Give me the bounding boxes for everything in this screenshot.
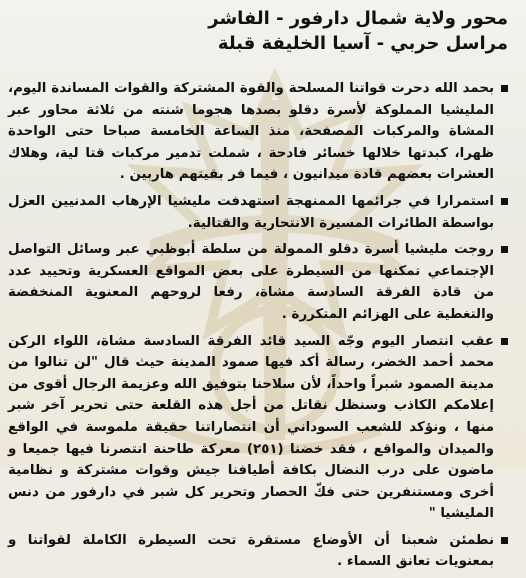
- list-item: [8, 78, 508, 186]
- paragraph-text: نطمئن شعبنا أن الأوضاع مستقرة تحت السيطرة الكاملة لقواتنا و بمعنويات تعانق السماء .: [8, 532, 494, 570]
- bullet-square-icon: [501, 246, 508, 253]
- document-content: [8, 6, 508, 578]
- header-title-line-1: محور ولاية شمال دارفور - الفاشر: [208, 8, 508, 29]
- list-item: [8, 239, 508, 325]
- paragraph-text: بحمد الله دحرت قواتنا المسلحة والقوة المشتركة والقوات المساندة اليوم، المليشيا المملوكة لأسرة دقلو بصدها هجوما شنته من ثلاثة محاور عبر المشاة والمركبات المصفحة، منذ الساعة الخامسة صباحا حتى الواحدة ظهرا، كبدتها خلالها خسائر فادحة ، شملت تدمير مركبات قتا لية، وهلاك العشرات بعضهم قادة ميدانيون ، فيما فر بقيتهم هاربين .: [8, 81, 494, 183]
- header-title-line-2: مراسل حربي - آسيا الخليفة قبلة: [217, 33, 508, 54]
- list-item: [8, 530, 508, 573]
- paragraph-text: استمرارا في جرائمها الممنهجة استهدفت مليشيا الإرهاب المدنيين العزل بواسطة الطائرات المسيرة الانتحارية والقتالية.: [8, 193, 494, 231]
- list-item: [8, 191, 508, 234]
- paragraph-text: عقب انتصار اليوم وجّه السيد قائد الفرقة السادسة مشاة، اللواء الركن محمد أحمد الخضر، رسالة أكد فيها صمود المدينة حيث قال "لن تنالوا من مدينة الصمود شبراً واحداً، لأن سلاحنا بتوفيق الله وعزيمة الرجال أقوى من إعلامكم الكاذب وسنظل نقاتل من أجل هذه القلعة حتى تحرير آخر شبر منها ، ونؤكد للشعب السوداني أن انتصاراتنا حقيقة ملموسة في الواقع والميدان والمواقع ، فقد خضنا (٢٥١) معركة طاحنة انتصرنا فيها جميعا و ماضون على درب النضال بكافة أطيافنا جيش وقوات مشتركة و نظامية أخرى ومستنفرين حتى فكّ الحصار وتحرير كل شبر في دارفور من دنس المليشيا ": [8, 333, 494, 522]
- bullet-square-icon: [501, 198, 508, 205]
- bullet-square-icon: [501, 85, 508, 92]
- bullet-square-icon: [501, 537, 508, 544]
- paragraph-list: [8, 78, 508, 573]
- list-item: [8, 331, 508, 525]
- paragraph-text: روجت مليشيا أسرة دقلو الممولة من سلطة أبوظبي عبر وسائل التواصل الإجتماعي تمكنها من السيطرة على بعض المواقع العسكرية وتحييد عدد من قادة الفرقة السادسة مشاة، رفعا لروحهم المعنوية المنخفضة والتغطية على الهزائم المتكررة .: [8, 242, 494, 322]
- bullet-square-icon: [501, 338, 508, 345]
